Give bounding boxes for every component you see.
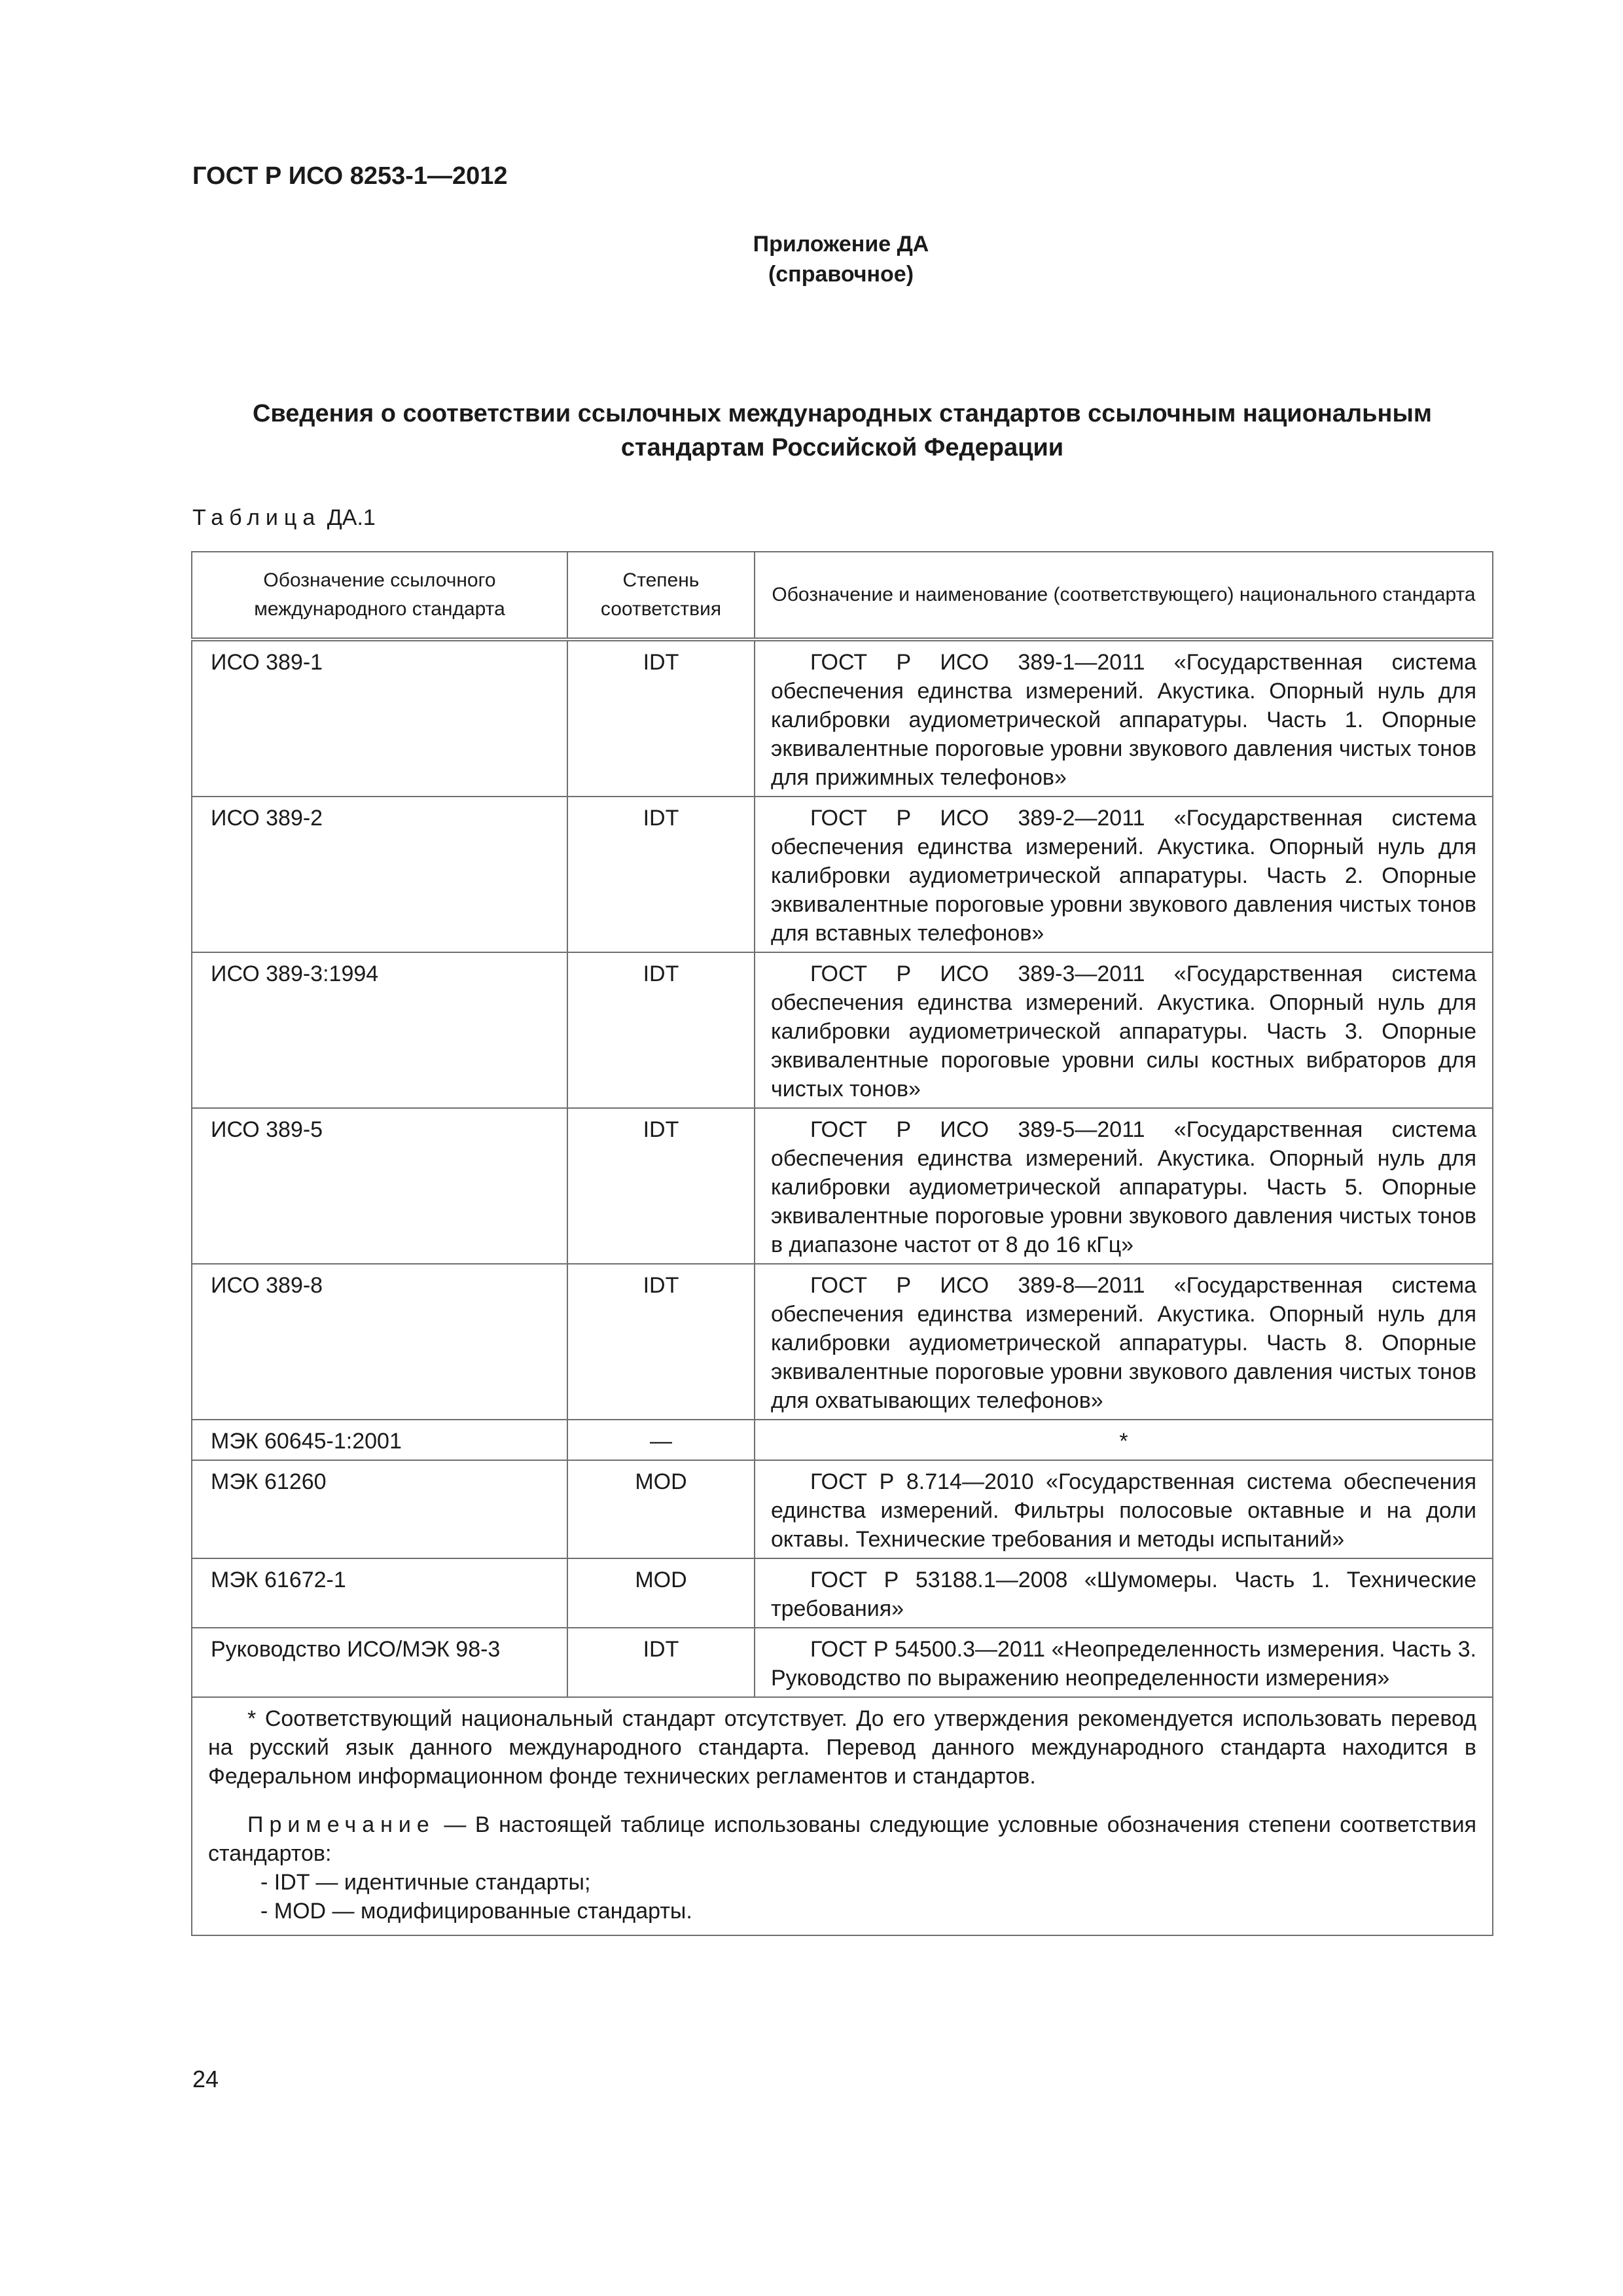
table-caption-number: ДА.1 bbox=[327, 505, 376, 530]
note-paragraph bbox=[208, 1810, 1476, 1868]
cell-international: МЭК 61672-1 bbox=[192, 1558, 567, 1628]
cell-international: ИСО 389-2 bbox=[192, 797, 567, 952]
cell-international: ИСО 389-8 bbox=[192, 1264, 567, 1420]
table-caption bbox=[192, 505, 376, 531]
cell-degree: IDT bbox=[567, 1264, 755, 1420]
table-row bbox=[192, 1558, 1493, 1628]
appendix-title: Приложение ДА bbox=[753, 232, 929, 257]
cell-international: МЭК 61260 bbox=[192, 1460, 567, 1558]
table-row bbox=[192, 1460, 1493, 1558]
cell-national: ГОСТ Р 54500.3—2011 «Неопределенность измерения. Часть 3. Руководство по выражению неопределенности измерения» bbox=[755, 1628, 1493, 1697]
cell-national: ГОСТ Р ИСО 389-1—2011 «Государственная система обеспечения единства измерений. Акустика. Опорный нуль для калибровки аудиометрической аппаратуры. Часть 1. Опорные эквивалентные пороговые уровни звукового давления чистых тонов для прижимных телефонов» bbox=[755, 639, 1493, 797]
section-title: Сведения о соответствии ссылочных международных стандартов ссылочным национальным стандартам Российской Федерации bbox=[252, 400, 1433, 461]
cell-international: ИСО 389-1 bbox=[192, 639, 567, 797]
table-row bbox=[192, 1264, 1493, 1420]
cell-degree: MOD bbox=[567, 1460, 755, 1558]
document-code-header: ГОСТ Р ИСО 8253-1—2012 bbox=[192, 162, 508, 190]
cell-national: ГОСТ Р 8.714—2010 «Государственная система обеспечения единства измерений. Фильтры полосовые октавные и на доли октавы. Технические требования и методы испытаний» bbox=[755, 1460, 1493, 1558]
table-row bbox=[192, 1108, 1493, 1264]
cell-national: ГОСТ Р ИСО 389-5—2011 «Государственная система обеспечения единства измерений. Акустика. Опорный нуль для калибровки аудиометрической аппаратуры. Часть 5. Опорные эквивалентные пороговые уровни звукового давления чистых тонов в диапазоне частот от 8 до 16 кГц» bbox=[755, 1108, 1493, 1264]
column-header-international: Обозначение ссылочного международного стандарта bbox=[192, 552, 567, 639]
cell-international: Руководство ИСО/МЭК 98-3 bbox=[192, 1628, 567, 1697]
cell-international: ИСО 389-3:1994 bbox=[192, 952, 567, 1108]
cell-international: МЭК 60645-1:2001 bbox=[192, 1420, 567, 1460]
table-row bbox=[192, 952, 1493, 1108]
appendix-heading bbox=[0, 229, 1623, 289]
page-number: 24 bbox=[192, 2066, 219, 2092]
note-list-item: - MOD — модифицированные стандарты. bbox=[260, 1899, 692, 1924]
table-row bbox=[192, 1420, 1493, 1460]
cell-degree: IDT bbox=[567, 797, 755, 952]
cell-national: ГОСТ Р ИСО 389-3—2011 «Государственная система обеспечения единства измерений. Акустика. Опорный нуль для калибровки аудиометрической аппаратуры. Часть 3. Опорные эквивалентные пороговые уровни силы костных вибраторов для чистых тонов» bbox=[755, 952, 1493, 1108]
cell-national: ГОСТ Р ИСО 389-2—2011 «Государственная система обеспечения единства измерений. Акустика. Опорный нуль для калибровки аудиометрической аппаратуры. Часть 2. Опорные эквивалентные пороговые уровни звукового давления чистых тонов для вставных телефонов» bbox=[755, 797, 1493, 952]
cell-degree: IDT bbox=[567, 1108, 755, 1264]
table-footnote-cell bbox=[192, 1697, 1493, 1935]
note-text: — В настоящей таблице использованы следующие условные обозначения степени соответствия стандартов: bbox=[208, 1812, 1476, 1866]
table-caption-word: Таблица bbox=[192, 505, 321, 530]
cell-national: ГОСТ Р 53188.1—2008 «Шумомеры. Часть 1. Технические требования» bbox=[755, 1558, 1493, 1628]
footnote-text: * Соответствующий национальный стандарт отсутствует. До его утверждения рекомендуется использовать перевод на русский язык данного международного стандарта. Перевод данного международного стандарта находится в Федеральном информационном фонде технических регламентов и стандартов. bbox=[208, 1706, 1476, 1789]
column-header-degree: Степень соответствия bbox=[567, 552, 755, 639]
note-label: Примечание bbox=[247, 1812, 435, 1837]
standards-correspondence-table bbox=[191, 551, 1493, 1936]
cell-degree: MOD bbox=[567, 1558, 755, 1628]
table-row bbox=[192, 639, 1493, 797]
column-header-national: Обозначение и наименование (соответствующего) национального стандарта bbox=[755, 552, 1493, 639]
cell-degree: IDT bbox=[567, 952, 755, 1108]
cell-international: ИСО 389-5 bbox=[192, 1108, 567, 1264]
appendix-subtitle: (справочное) bbox=[768, 262, 914, 287]
table-header-row bbox=[192, 552, 1493, 639]
cell-degree: — bbox=[567, 1420, 755, 1460]
cell-national: ГОСТ Р ИСО 389-8—2011 «Государственная система обеспечения единства измерений. Акустика. Опорный нуль для калибровки аудиометрической аппаратуры. Часть 8. Опорные эквивалентные пороговые уровни звукового давления чистых тонов для охватывающих телефонов» bbox=[755, 1264, 1493, 1420]
cell-national: * bbox=[755, 1420, 1493, 1460]
table-footer-row bbox=[192, 1697, 1493, 1935]
note-list-item: - IDT — идентичные стандарты; bbox=[260, 1870, 591, 1895]
cell-degree: IDT bbox=[567, 1628, 755, 1697]
table-row bbox=[192, 797, 1493, 952]
table-row bbox=[192, 1628, 1493, 1697]
cell-degree: IDT bbox=[567, 639, 755, 797]
